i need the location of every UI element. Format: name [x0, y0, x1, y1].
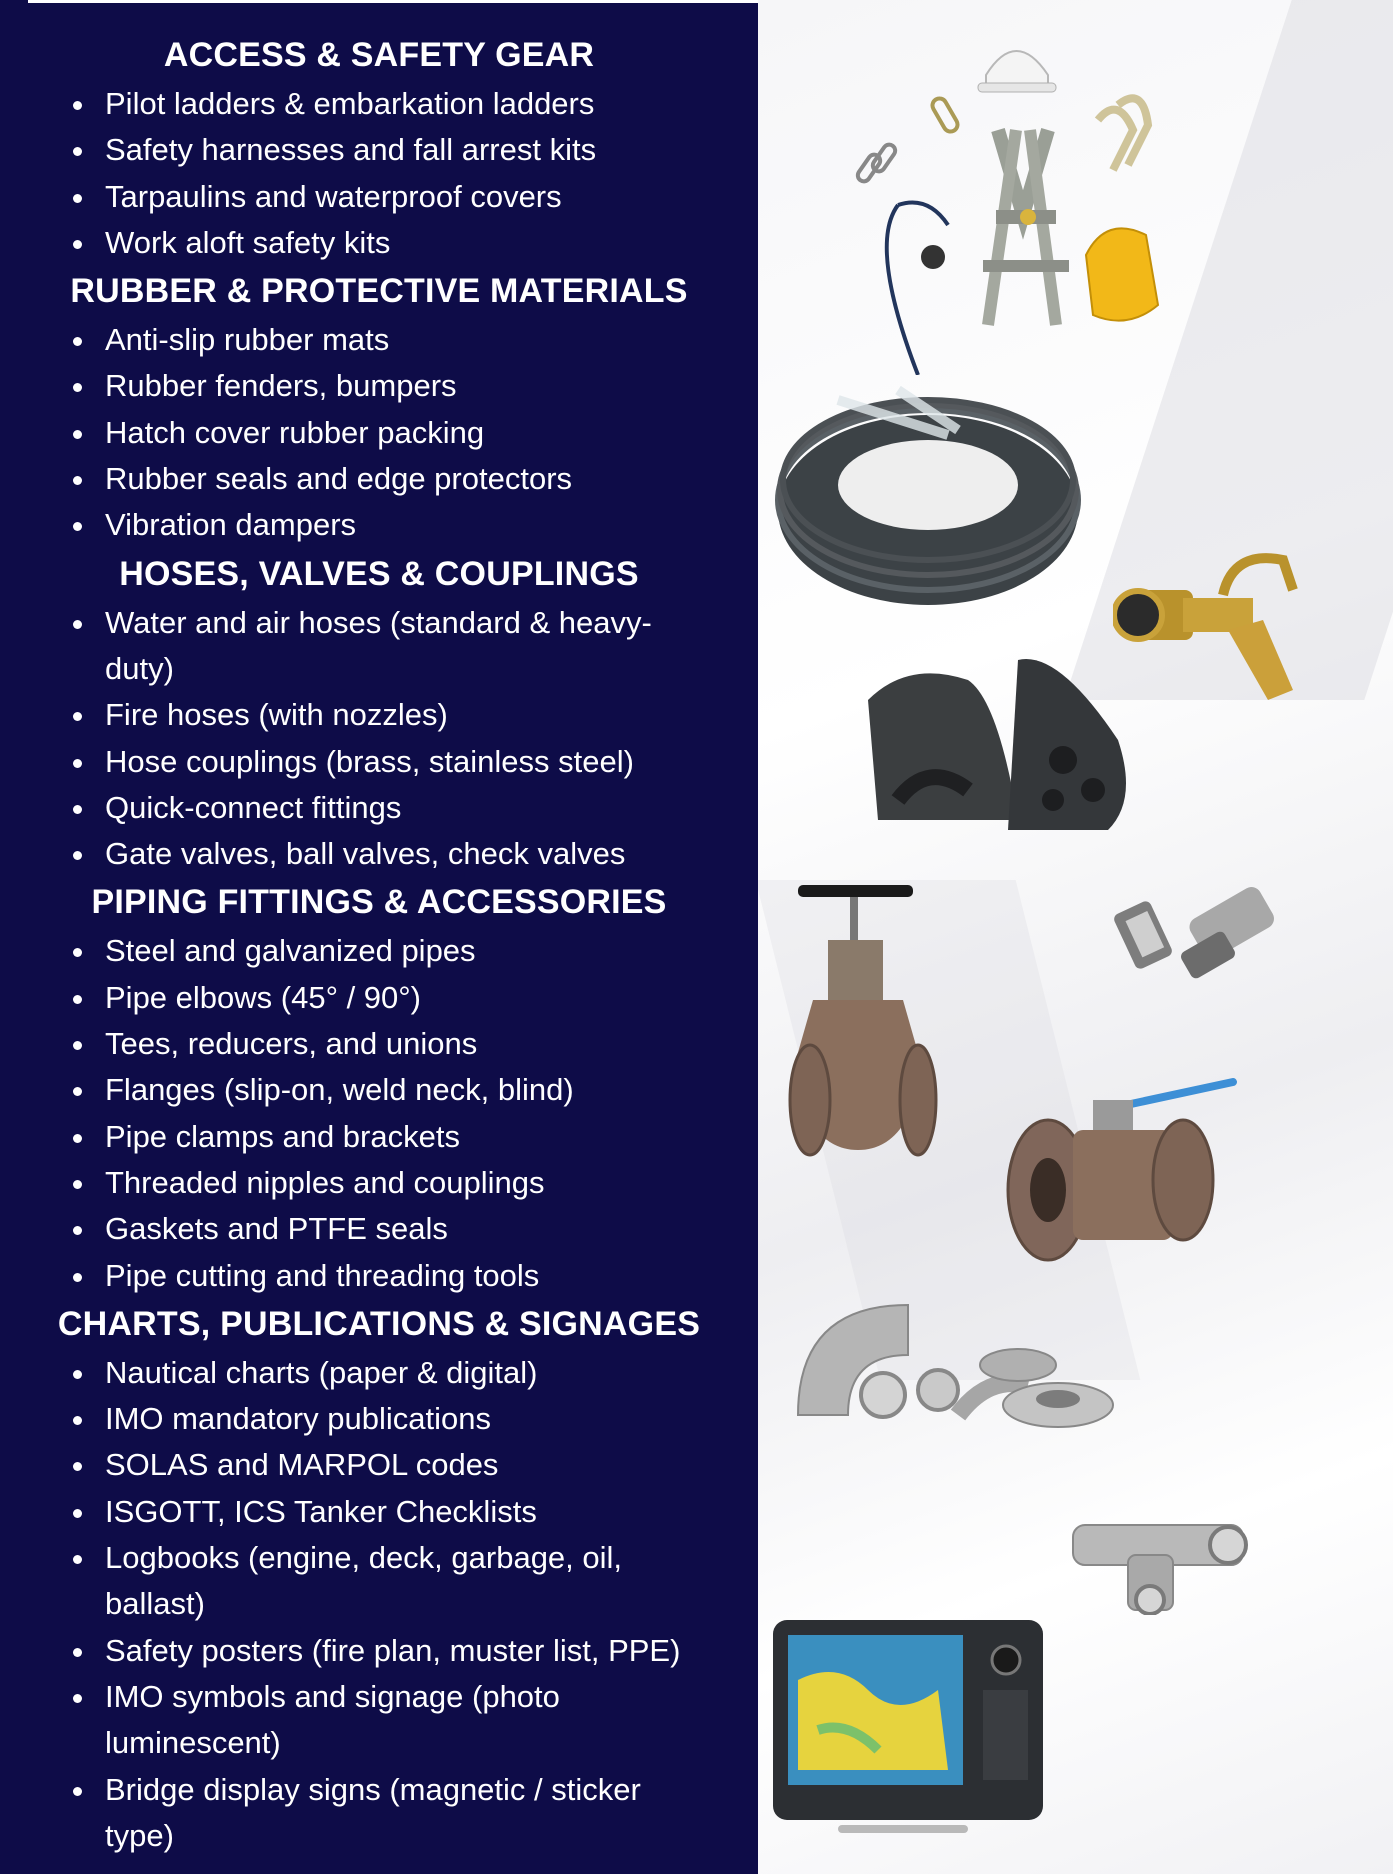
list-item: Gate valves, ball valves, check valves	[72, 831, 758, 877]
list-item: Pipe clamps and brackets	[72, 1114, 758, 1160]
rubber-seal-coil-image	[768, 380, 1088, 630]
safety-harness-kit-image	[818, 25, 1178, 375]
list-item: Steel and galvanized pipes	[72, 928, 758, 974]
ball-valve-image	[1003, 1070, 1243, 1270]
list-rubber-protective	[0, 317, 758, 548]
list-item: Fire hoses (with nozzles)	[72, 692, 758, 738]
list-item: Hose couplings (brass, stainless steel)	[72, 739, 758, 785]
chart-plotter-display-image	[758, 1620, 1048, 1835]
list-piping-fittings	[0, 928, 758, 1298]
product-image-panel	[758, 0, 1393, 1874]
list-hoses-valves	[0, 600, 758, 878]
list-item: Rubber seals and edge protectors	[72, 456, 758, 502]
list-item: Work aloft safety kits	[72, 220, 758, 266]
list-item: Threaded nipples and couplings	[72, 1160, 758, 1206]
list-item: IMO mandatory publications	[72, 1396, 758, 1442]
gate-valve-image	[788, 880, 958, 1170]
list-item: IMO symbols and signage (photo luminescent)	[72, 1674, 758, 1767]
list-item: Water and air hoses (standard & heavy-duty)	[72, 600, 758, 693]
list-item: Logbooks (engine, deck, garbage, oil, ballast)	[72, 1535, 758, 1628]
heading-hoses-valves: HOSES, VALVES & COUPLINGS	[119, 554, 639, 593]
list-item: SOLAS and MARPOL codes	[72, 1442, 758, 1488]
list-charts-publications	[0, 1350, 758, 1859]
top-divider	[28, 0, 758, 3]
list-access-safety-gear	[0, 81, 758, 266]
list-item: ISGOTT, ICS Tanker Checklists	[72, 1489, 758, 1535]
list-item: Vibration dampers	[72, 502, 758, 548]
quick-connect-fittings-image	[1113, 885, 1303, 1005]
heading-access-safety-gear: ACCESS & SAFETY GEAR	[163, 36, 595, 74]
list-item: Tees, reducers, and unions	[72, 1021, 758, 1067]
heading-rubber-protective: RUBBER & PROTECTIVE MATERIALS	[70, 272, 688, 311]
list-item: Hatch cover rubber packing	[72, 410, 758, 456]
list-item: Safety posters (fire plan, muster list, PPE)	[72, 1628, 758, 1674]
heading-charts-publications: CHARTS, PUBLICATIONS & SIGNAGES	[57, 1304, 701, 1343]
list-item: Bridge display signs (magnetic / sticker type)	[72, 1767, 758, 1860]
list-item: Pipe elbows (45° / 90°)	[72, 975, 758, 1021]
rubber-fender-profiles-image	[858, 640, 1158, 840]
list-item: Quick-connect fittings	[72, 785, 758, 831]
list-item: Pipe cutting and threading tools	[72, 1253, 758, 1299]
list-item: Gaskets and PTFE seals	[72, 1206, 758, 1252]
list-item: Anti-slip rubber mats	[72, 317, 758, 363]
list-item: Safety harnesses and fall arrest kits	[72, 127, 758, 173]
pipe-elbows-flanges-image	[788, 1295, 1118, 1435]
list-item: Flanges (slip-on, weld neck, blind)	[72, 1067, 758, 1113]
list-item: Pilot ladders & embarkation ladders	[72, 81, 758, 127]
list-item: Rubber fenders, bumpers	[72, 363, 758, 409]
list-item: Nautical charts (paper & digital)	[72, 1350, 758, 1396]
tee-fitting-image	[1068, 1495, 1248, 1615]
list-item: Tarpaulins and waterproof covers	[72, 174, 758, 220]
heading-piping-fittings: PIPING FITTINGS & ACCESSORIES	[91, 883, 667, 922]
product-list	[0, 30, 758, 1859]
